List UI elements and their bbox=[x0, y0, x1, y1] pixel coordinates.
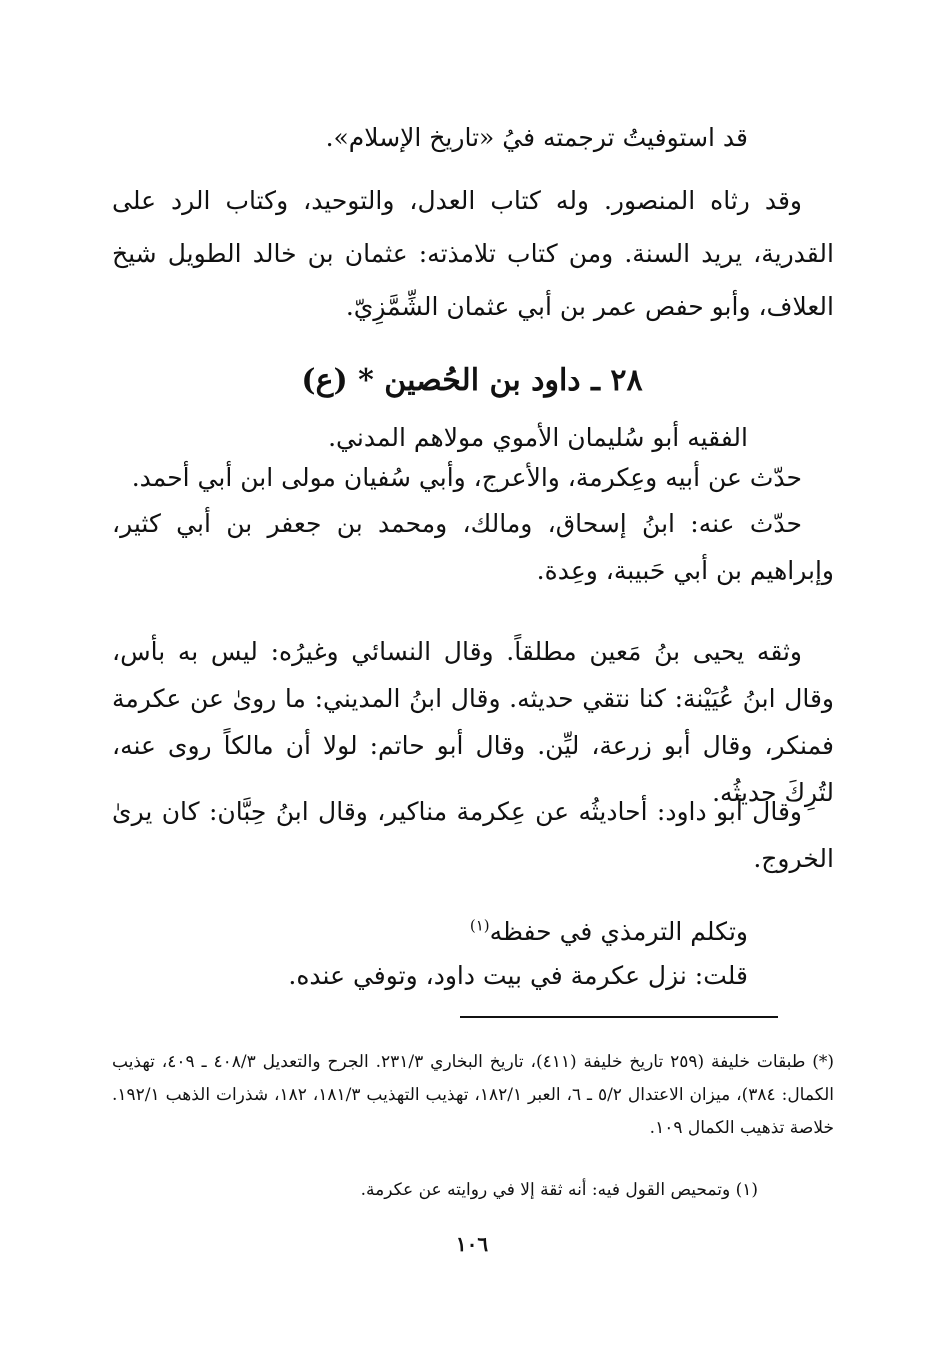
footnote-sources: (*) طبقات خليفة (٢٥٩ تاريخ خليفة (٤١١)، تاريخ البخاري ٢٣١/٣. الجرح والتعديل ٤٠٨/٣ ـ ٤٠٩، تهذيب الكمال: ٣٨٤)، ميزان الاعتدال ٥/٢ ـ ٦، العبر ١٨٢/١، تهذيب التهذيب ١٨١/٣، ١٨٢، شذرات الذهب ١٩٢/١. خلاصة تذهيب الكمال ١٠٩. bbox=[112, 1052, 834, 1138]
footnote-separator bbox=[460, 1016, 778, 1018]
paragraph-intro: قد استوفيتُ ترجمته فيُ «تاريخ الإسلام». bbox=[325, 123, 748, 152]
paragraph-narrated-from: حدّث عن أبيه وعِكرمة، والأعرج، وأبي سُفيان مولى ابن أبي أحمد. bbox=[131, 463, 802, 492]
paragraph-narrated-by: حدّث عنه: ابنُ إسحاق، ومالك، ومحمد بن جعفر بن أبي كثير، وإبراهيم بن أبي حَبيبة، وعِدة. bbox=[112, 509, 834, 585]
entry-heading: ٢٨ ـ داود بن الحُصين * (ع) bbox=[301, 363, 643, 398]
footnote-1: (١) وتمحيص القول فيه: أنه ثقة إلا في روايته عن عكرمة. bbox=[360, 1180, 758, 1200]
paragraph-tirmidhi bbox=[470, 912, 748, 952]
paragraph-grading: وثقه يحيى بنُ مَعين مطلقاً. وقال النسائي وغيرُه: ليس به بأس، وقال ابنُ عُيَيْنة: كنا نتقي حديثه. وقال ابنُ المديني: ما روىٰ عن عكرمة فمنكر، وقال أبو زرعة، ليِّن. وقال أبو حاتم: لولا أن مالكاً روى عنه، لتُرِكَ حديثُه. bbox=[112, 637, 834, 807]
paragraph-kunya: الفقيه أبو سُليمان الأموي مولاهم المدني. bbox=[328, 423, 748, 452]
paragraph-mansur: وقد رثاه المنصور. وله كتاب العدل، والتوحيد، وكتاب الرد على القدرية، يريد السنة. ومن كتاب تلامذته: عثمان بن خالد الطويل شيخ العلاف، وأبو حفص عمر بن أبي عثمان الشِّمَّزِيّ. bbox=[112, 186, 834, 321]
page-number: ١٠٦ bbox=[455, 1232, 489, 1256]
footnote-marker: (١) bbox=[469, 916, 490, 935]
paragraph-qultu: قلت: نزل عكرمة في بيت داود، وتوفي عنده. bbox=[288, 961, 748, 990]
paragraph-tirmidhi-text: وتكلم الترمذي في حفظه bbox=[489, 917, 748, 946]
paragraph-abu-dawud: وقال أبو داود: أحاديثُه عن عِكرمة مناكير، وقال ابنُ حِبَّان: كان يرىٰ الخروج. bbox=[112, 797, 834, 873]
